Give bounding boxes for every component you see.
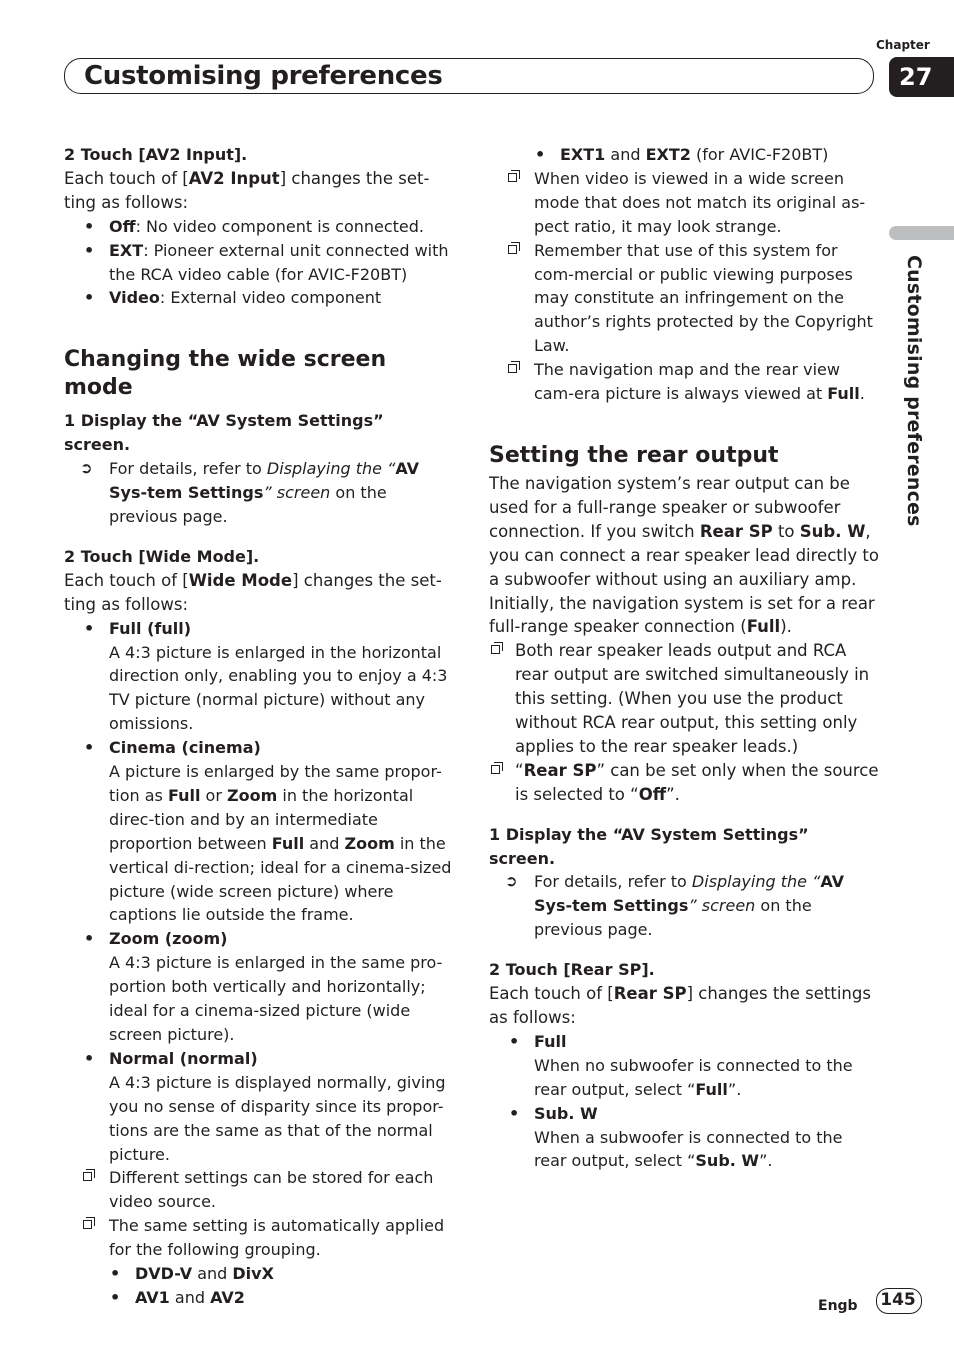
- page-number: 145: [880, 1290, 916, 1310]
- list-item: • Full (full): [84, 618, 192, 638]
- option-description: A 4:3 picture is enlarged in the same pro-portion both vertically and horizontally; ideal for a cinema-sized picture (wide screen picture).: [109, 953, 443, 1044]
- step-av2-input: 2 Touch [AV2 Input].: [64, 145, 248, 164]
- note: Different settings can be stored for each video source.: [64, 1166, 454, 1214]
- note: The same setting is automatically applied for the following grouping.: [64, 1214, 454, 1262]
- option-description: When no subwoofer is connected to the rear output, select “Full”.: [534, 1055, 853, 1099]
- arrow-right-icon: ➲: [505, 872, 518, 891]
- arrow-right-icon: ➲: [80, 459, 93, 478]
- note: Both rear speaker leads output and RCA rear output are switched simultaneously in this setting. (When you use the product without RCA rear output, this setting only applies to the rear speaker leads.): [489, 639, 879, 759]
- list-item: • Normal (normal): [84, 1048, 258, 1068]
- list-item: • DVD-V and DivX: [110, 1264, 274, 1284]
- checkbox-note-icon: [83, 1172, 92, 1181]
- cross-reference: ➲ For details, refer to Displaying the “AV Sys-tem Settings” screen on the previous page.: [505, 872, 845, 940]
- av2-intro: Each touch of [AV2 Input] changes the set-ting as follows:: [64, 168, 430, 212]
- step-rear-sp: 2 Touch [Rear SP].: [489, 960, 655, 980]
- rear-output-paragraph: The navigation system’s rear output can be used for a full-range speaker or subwoofer connection. If you switch Rear SP to Sub. W, you can connect a rear speaker lead directly to a subwoofer without using an auxiliary amp. Initially, the navigation system is set for a rear full-range speaker connection (Full).: [489, 473, 879, 637]
- section-heading-rear-output: Setting the rear output: [489, 442, 779, 468]
- side-tab-label: Customising preferences: [903, 255, 925, 527]
- option-description: A 4:3 picture is enlarged in the horizontal direction only, enabling you to enjoy a 4:3 TV picture (normal picture) without any omissions.: [109, 642, 448, 734]
- note: The navigation map and the rear view cam-era picture is always viewed at Full.: [489, 358, 879, 406]
- wide-intro: Each touch of [Wide Mode] changes the set-ting as follows:: [64, 570, 442, 614]
- step-display-settings: 1 Display the “AV System Settings” screen.: [64, 411, 384, 455]
- note: “Rear SP” can be set only when the source is selected to “Off”.: [489, 759, 879, 807]
- cross-reference: ➲ For details, refer to Displaying the “AV Sys-tem Settings” screen on the previous page.: [80, 459, 420, 526]
- note: When video is viewed in a wide screen mode that does not match its original as-pect ratio, it may look strange.: [489, 167, 879, 239]
- list-item: • Full: [509, 1031, 567, 1051]
- checkbox-note-icon: [491, 765, 500, 774]
- list-item: • EXT1 and EXT2 (for AVIC-F20BT): [535, 145, 829, 164]
- option-description: A picture is enlarged by the same propor-tion as Full or Zoom in the horizontal direc-tion and by an intermediate proportion between Full and Zoom in the vertical di-rection; ideal for a cinema-sized picture (wide screen picture) where captions lie outside the frame.: [109, 762, 452, 925]
- checkbox-note-icon: [83, 1220, 92, 1229]
- list-item: • Video: External video component: [84, 288, 382, 308]
- option-description: A 4:3 picture is displayed normally, giving you no sense of disparity since its propor-tions are the same as that of the normal picture.: [109, 1072, 446, 1164]
- list-item: • AV1 and AV2: [110, 1287, 245, 1307]
- option-description: When a subwoofer is connected to the rear output, select “Sub. W”.: [534, 1127, 843, 1171]
- note: Remember that use of this system for com-mercial or public viewing purposes may constitute an infringement on the author’s rights protected by the Copyright Law.: [489, 239, 879, 359]
- list-item: • Zoom (zoom): [84, 929, 228, 949]
- side-tab-marker: [889, 226, 954, 240]
- checkbox-note-icon: [491, 645, 500, 654]
- chapter-number: 27: [899, 63, 933, 91]
- left-column: [64, 143, 454, 1310]
- page-title: Customising preferences: [84, 61, 443, 91]
- rear-intro: Each touch of [Rear SP] changes the settings as follows:: [489, 984, 871, 1027]
- checkbox-note-icon: [508, 173, 517, 182]
- checkbox-note-icon: [508, 364, 517, 373]
- step-wide-mode: 2 Touch [Wide Mode].: [64, 546, 260, 566]
- step-display-settings: 1 Display the “AV System Settings” screen.: [489, 824, 809, 868]
- list-item: • Sub. W: [509, 1103, 598, 1123]
- right-column: [489, 143, 879, 1173]
- list-item: • EXT: Pioneer external unit connected with the RCA video cable (for AVIC-F20BT): [84, 240, 449, 284]
- section-heading-wide-screen: Changing the wide screen mode: [64, 347, 387, 401]
- list-item: • Off: No video component is connected.: [84, 216, 425, 236]
- list-item: • Cinema (cinema): [84, 738, 261, 758]
- language-code: Engb: [818, 1298, 858, 1314]
- checkbox-note-icon: [508, 245, 517, 254]
- chapter-label: Chapter: [876, 38, 930, 52]
